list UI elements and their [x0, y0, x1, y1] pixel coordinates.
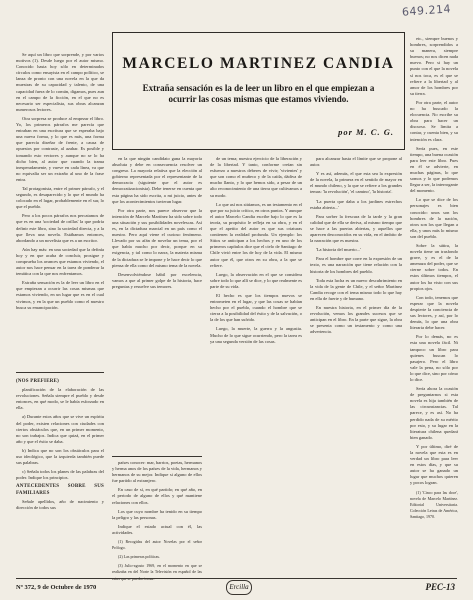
- paragraph: Luego, la muerte, la guerra y la angustia. Mucho de lo que sigue ocurriendo, pero la tarea es ya una segunda versión de las cosas.: [210, 326, 302, 344]
- paragraph: etc., siempre buenos y hombres, sorprendidos a su manera, siempre buenos; no nos dicen nada nuevo. Pero si hay un punto con el que la novela sí nos toca, es el que se refiere a la libertad y al amor de los hombres por su tierra.: [410, 36, 458, 96]
- footer-rule: [16, 578, 457, 579]
- paragraph: a) Durante estos años que se vive un espíritu del poder, existen relaciones con ciudades con ciertos obstáculos que, en un primer momento, no son trabajos. Indica que quizá, en el primer año y que el éxito se daba.: [16, 414, 104, 444]
- footnote: (2) Las primeras políticas.: [118, 554, 160, 560]
- page-number: PEC-13: [425, 582, 455, 592]
- article-title: MARCELO MARTINEZ CANDIA: [122, 55, 395, 72]
- handwritten-catalog-number: 649.214: [401, 2, 452, 19]
- paragraph: planificación de la elaboración de las revoluciones. Señala siempre el pueblo y desde entonces, en qué modo, se le había esforzado en ella.: [16, 387, 104, 411]
- article-subtitle: Extraña sensación es la de leer un libro en el que empiezan a ocurrir las cosas mismas que estamos viviendo.: [142, 83, 375, 104]
- paragraph: En nuestra historia, en el primer día de la revolución, vemos los grandes sucesos que se anticipan en el libro. En la parte que sigue, la obra se presenta como un testamento y como una advertencia.: [310, 304, 402, 335]
- paragraph: de un tema; nuestra ejercicio de la liberación y de la libertad. Y tanto, conforme creían sin esfuerzo a nuestros deberes de vivir; 'vivientes' y que son como el muñeco y de la caída, dádiva de mucho llanto, y lo que hemos sido, a pesar de un alto reconocimiento de una tierra que cultivamos a su modo.: [210, 156, 302, 198]
- paragraph: Por otra parte, el autor no ha buscado la elocuencia. No escribe su obra para hacer un discurso. Se limita a contar, y cuenta bien, y su intención es clara.: [410, 99, 458, 142]
- paragraph: b) Indica que no son los obstáculos para el uso ideológico, que la izquierda también puede sus palabras.: [16, 447, 104, 466]
- paragraph: El hecho es que los tiempos nuevos se entrometen en el lugar, y que las cosas se habían hecho por el pueblo, cuando el hombre que se cierra a la posibilidad del éxito y de la salvación, o la de los que han sufrido.: [210, 292, 302, 323]
- paragraph: países conocer: mar, barrios, poetas, hermanos y herma anos de los países de la vida, hermanos y hermanos de su mejor. Indique si alguno de ellos fue partido al extranjero.: [112, 460, 202, 484]
- divider: [112, 456, 202, 457]
- paragraph: Toda esta lucha es un nuevo descubrimiento en la vida de la gente de Chile, y el señor Martínez Candia recoge con el tema mismo todo lo que hay en ella de fuerte y de humano.: [310, 277, 402, 301]
- column-middle-1-bottom: [112, 460, 202, 581]
- paragraph: Para el hombre que corre en la expresión de un texto, es una narración que tiene relación con la historia de los hombres del pueblo.: [310, 256, 402, 274]
- paragraph: 'La puerta que daba a los jardines estrechos estaba abierta...': [310, 198, 402, 210]
- paragraph: En caso de sí, en qué partido; en qué año, en el periodo de alguno de ellos y qué mantiene relaciones con ellos.: [112, 487, 202, 505]
- issue-line: Nº 372, 9 de Octubre de 1970: [16, 584, 97, 591]
- paragraph: Indique el estado actual con él, las actividades.: [112, 523, 202, 535]
- paragraph: Lo que así nos sitúamos, es un testamento en el que por su juicio crítico, en otros puntos. Y aunque el autor Marcelo Candia escribe bajo lo que es la teoría, su propósito le refleja en su obra, y en el que el apetito del autor es que sus criaturas contienen la realidad profunda. Un ejemplo: los Sitios se anticipan a los hechos y en uno de los primeros capítulos dice que el cielo de Santiago de Chile vivió entre los de hoy de la vida. El mismo autor que él, que otros en su obra, a la que se refiere.: [210, 201, 302, 268]
- paragraph: Para sorber la frescura de la tarde y la gran calidad que de ella se deriva, al mismo tiempo que se hace a las puertas abiertas, y aquellos que aparecen desconocidos en su vida, en el ámbito de la narración que es nuestra.: [310, 213, 402, 244]
- paragraph: Señale apellidos, año de nacimiento y dirección de todos sus: [16, 498, 104, 510]
- paragraph: Y por último, diré de la novela que esta es en verdad un libro para leer en estos días, y que su autor se ha ganado un lugar que muchos quieren y pocos logran.: [410, 443, 458, 486]
- paragraph: Sería ahora la ocasión de preguntarnos si esta novela es hija también de las circunstancias. Tal parece, y es así. No ha perdido nada de su mérito por esto, y su lugar en la literatura chilena quedará bien ganado.: [410, 386, 458, 440]
- paragraph: 'La historia del muerto...': [316, 247, 361, 253]
- paragraph: para alcanzar hasta el límite que se propone al autor.: [310, 156, 402, 168]
- paragraph: Por otra parte, nos parece observar que la intención de Marcelo Martínez ha sido sobre todo una situación y sus posibilidades novelescas. Así es, en la dictadura marcial en un país como el nuestro. Pero aquí viene el curioso fenómeno. Llevado por su afán de novelar un tema, por el que había mucho por decir, porque en su exigencia, y tal como lo narra, la materia misma de la dictadura se le impone y le hace decir lo que piensa de ella como del mismo tema de la novela.: [112, 207, 202, 268]
- column-middle-2: [210, 156, 302, 574]
- paragraph: Por lo demás, no es esta una novela fácil. Ni tampoco un libro para quienes buscan lo pasajero. Pero el libro vale la pena, no sólo por lo que dice, sino por cómo lo dice.: [410, 334, 458, 382]
- column-middle-1: [112, 156, 202, 454]
- paragraph: Con todo, tenemos que esperar que la novela despierte la conciencia de sus lectores, y así, por lo demás, lo que una obra literaria debe hacer.: [410, 294, 458, 331]
- column-left-bottom: [16, 376, 104, 574]
- paragraph: Tal protagonista, entre el primer párrafo, y el segundo, es desaparecido y lo que el mundo ha colocado en el lugar, probablemente en el sur, lo que el pueblo.: [16, 185, 104, 210]
- paragraph: Aún hay más: en una sociedad que la definía hoy y en que acaba de concluir, prosigue y comprueba los avances que estamos viviendo, el autor nos hace pensar en la tarea de ponderar la temática con la que nos enfrentamos.: [16, 246, 104, 277]
- paragraph: en la que ningún candidato gana la mayoría absoluta y debe en consecuencia resolver un congreso. La mayoría relativa que la elección al gobierno representada por el representante de la democracia (siguiente que el autor es democratizacionista). Debe tenerse en cuenta que esta página ha sido escrita, a mi juicio, antes de que los acontecimientos tuvieran lugar.: [112, 156, 202, 204]
- article-byline: por M. C. G.: [338, 127, 394, 137]
- paragraph: Sería pues, en este tiempo, una buena ocasión para leer este libro. Pues en él se advierte, en muchas páginas, lo que somos y lo que podemos llegar a ser, la interrogante del momento.: [410, 145, 458, 194]
- column-right: [410, 36, 458, 574]
- divider: [16, 372, 104, 373]
- paragraph: Y es así, además, el que esta sea la expresión de la novela, la primera en el sentido de mayor en el mundo chileno, y la que se refiere a los grandes temas: 'la revolución', 'el camino', 'la historia'.: [310, 171, 402, 195]
- column-left-top: [16, 52, 104, 370]
- paragraph: Los que cuyo nombre ha tenido en su tiempo la peligro y las personas.: [112, 508, 202, 520]
- article-header: [112, 32, 405, 150]
- footnote: (1) 'Cinco para las doce', novela de Marcelo Martínez. Editorial Universitaria. Colección Letras de América, Santiago, 1970.: [410, 489, 458, 519]
- paragraph: Se aquí un libro que sorprende, y por varios motivos (1). Desde luego por el autor mismo. Conocido hasta hoy sólo en determinados círculos como ensayista en el campo político, se lanza de pronto con una novela en la que da muestras de su capacidad y talento, de una capacidad fuera de lo común, digamos, pues aun en el campo de la ficción, en el que no es necesario ser especialista, sus obras alcanzan numerosos lectores.: [16, 52, 104, 112]
- paragraph: Extraña sensación es la de leer un libro en el que empiezan a ocurrir las cosas mismas que estamos viviendo, en un lugar que es en el cual vivimos, y en la que un pueblo como el nuestro busca su emancipación.: [16, 280, 104, 310]
- paragraph: Lo que se dice de los personajes es bien conocido: unos son los hombres de la nación, otros son los que llegan a ella, y unos más lo mismo son del pueblo.: [410, 197, 458, 239]
- paragraph: Sobre la sátira, la novela tiene un trasfondo grave, y es el de la amenaza del poder, que se cierne sobre todos. En estos últimos tiempos, el autor los ha visto con sus propios ojos.: [410, 243, 458, 291]
- magazine-logo: Ercilla: [226, 580, 252, 595]
- paragraph: Luego, la observación en el que se considera sobre todo lo que allí se dice, y lo que realmente es parte de su vida.: [210, 271, 302, 289]
- paragraph: Desenvolviéndose hábil por excelencia, vamos a que al primer golpe de la historia, hace preguntas y resuelve sus temores.: [112, 271, 202, 289]
- section-heading: (NOS PREFIERE): [16, 379, 59, 384]
- paragraph: Pero a los pocos párrafos nos percatamos de que es en una 'sociedad de orillas' la que podría definir este libro, sino la sociedad directa, y a la que lleva una novela. Estábamos entonces, abordando a un novelista que es a un escritor.: [16, 213, 104, 243]
- footnote: (3) Julio-agosto 1969, en el momento en que se realizaba en del Norte la Televisión en español de las rutas que se pueden tomar.: [112, 563, 202, 581]
- column-middle-3: [310, 156, 402, 574]
- section-heading: ANTECEDENTES SOBRE SUS FAMILIARES: [16, 484, 104, 496]
- paragraph: c) Señala todos los planes de las palabras del poder. Indique los principios.: [16, 469, 104, 481]
- paragraph: Otra sorpresa se produce al empezar el libro. Yo, los primeros párrafos me parecía que entraban en una escritura que se esperaba bajo una nueva forma, y lo que es más, una forma que parecía diseñar de frente, a causa de opuestos por contraste, al azahar. Es posible y tomando esto vectores y aunque no se lo ha dicho bien, al autor que cuando la trama inesperadamente, y vueve en cada línea, va que no equivalía ser un extraño al uno de la frase entra.: [16, 115, 104, 182]
- footnote: (1) Recogidas del autor Novelas por el señor Prólogo.: [112, 539, 202, 551]
